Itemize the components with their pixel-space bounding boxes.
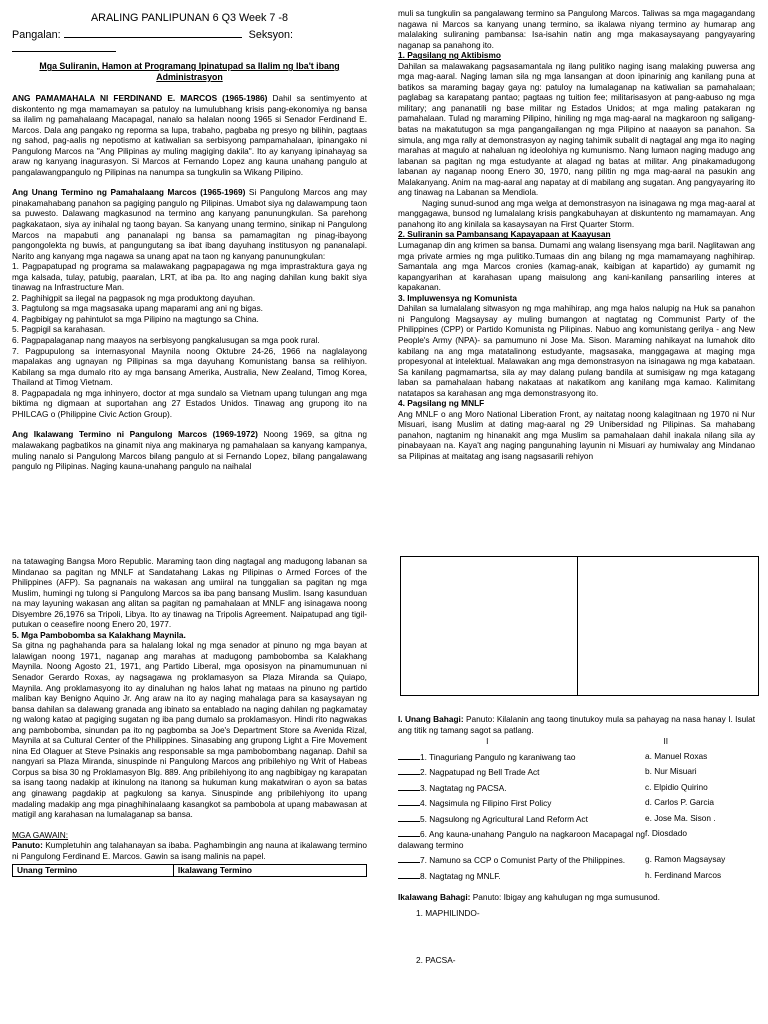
heading-peace-order: 2. Suliranin sa Pambansang Kapayapaan at Kaayusan	[398, 229, 611, 240]
column-ii-label: II	[663, 736, 669, 747]
column-i-label: I	[486, 736, 489, 747]
matching-item: 1. Tinaguriang Pangulo ng karaniwang tao a. Manuel Roxas	[398, 751, 755, 763]
list-item: 2. Paghihigpit sa ilegal na pagpasok ng mga produktong dayuhan.	[12, 292, 256, 303]
paragraph-bangsa-moro: na tatawaging Bangsa Moro Republic. Maraming taon ding nagtagal ang madugong labanan sa Mindanao sa pagitan ng MNLF at Sandatahang Lakas ng Pilipinas o Armed Forces of the Philippines (AFP). Sa pagnanais na wakasan ang umiiral na tunggalian sa pagitan ng mga Muslim, humingi ng tulong si Pangulong Marcos sa iba pang bansang Muslim. Isang kasunduan na may layuning wakasan ang alitan sa pagitan ng pamahalaan at MNLF ang isinagawa noong Disyembre 26,1976 sa Tripoli, Libya. Ito ay tinawag na Tripolis Agreement. Naipatupad ang tigil-putukan o ceasefire noong Enero 20, 1977.	[12, 556, 367, 630]
lesson-subtitle: Mga Suliranin, Hamon at Programang Ipinatupad sa Ilalim ng Iba't ibang Administrasyon	[39, 61, 340, 82]
table-header-first-term: Unang Termino	[13, 865, 174, 877]
list-item: 6. Pagpapalaganap nang maayos na serbisyong pangkalusugan sa mga pook rural.	[12, 335, 320, 346]
answer-blank[interactable]	[398, 751, 420, 760]
term-item-pacsa: 2. PACSA-	[416, 954, 456, 965]
column-3	[12, 556, 367, 877]
part1-instructions: I. Unang Bahagi: Panuto: Kilalanin ang taong tinutukoy mula sa pahayag na nasa hanay I. Isulat ang titik ng tamang sagot sa patlang.	[398, 714, 755, 735]
image-placeholder-box	[400, 556, 759, 696]
activities-title: MGA GAWAIN:	[12, 829, 69, 840]
paragraph-continuation: muli sa tungkulin sa pangalawang termino sa Pangulong Marcos. Taliwas sa mga magagandang nagawa ni Marcos sa kanyang unang termino, sa ikalawa niyang termino ay humarap ang malalaking suliraning pambansa: Isa-isahin natin ang mga makasaysayang pangyayaring naganap sa panahong ito.	[398, 8, 755, 50]
answer-blank[interactable]	[398, 854, 420, 863]
matching-item: 7. Namuno sa CCP o Comunist Party of the Philippines. g. Ramon Magsaysay	[398, 854, 755, 866]
paragraph-activism: Dahilan sa malawakang pagsasamantala ng ilang pulitiko naging isang malaking puwersa ang mga mag-aaral. Naging laman sila ng mga lansangan at doon ipinarinig ang kanilang puna at batikos sa maraming bagay gaya ng: patuloy na lumalaganap na katiwalian sa pamahalaan; paglabag sa karapatang pantao; pagtaas ng tuition fee; militarisasyon at pang-aabuso ng mga military; ang pananatili ng base militar ng Estados Unidos; at mga maling patakaran ng pamahalaan. Tulad ng maraming Pilipino, hiniling ng mga mag-aaral na magkaroon ng saligang-batas na makatutugon sa mga pangangailangan ng mga Pilipino at naaayon sa panahon. Sa simula, ang mga rally at demonstrasyon ay naging tahimik subalit di nagtagal ang mga ito naging marahas at magulo at nahaluan ng ideolohiya ng kumunismo. Nang lumaon naging madugo ang labanan sa pagitan ng mga estudyante at alagad ng batas at militar. Ang pinakamadugong labanan ay naganap noong Enero 30, 1970, nang pilitin ng mga mag-aaral na pasukin ang Malakanyang. Anim na mag-aaral ang napatay at di mabilang ang sugatan. Ang pangyayaring ito ang tinawag na Labanan sa Mendiola.	[398, 60, 755, 198]
answer-blank[interactable]	[398, 828, 420, 837]
answer-blank[interactable]	[398, 782, 420, 791]
matching-item: 2. Nagpatupad ng Bell Trade Act b. Nur Misuari	[398, 766, 755, 778]
paragraph-first-term: Ang Unang Termino ng Pamahalaang Marcos (1965-1969) Si Pangulong Marcos ang may pinakamahabang panahon sa pagiging pangulo ng Pilipinas. Umabot siya ng dalawampung taon sa puwesto. Dalawang magkasunod na termino ang kanyang panunungkulan. Sa parehong pagkakataon, siya ay inihalal ng taong bayan. Sa kanyang unang termino, sinikap ni Pangulong Marcos na mapabuti ang pananalapi ng bansa sa pamamagitan ng pinag-ibayong pangongolekta ng buwis, at pangungutang sa ibat ibang dayuhang institusyon ng pananalapi. Narito ang kanyang mga nagawa sa unang apat na taon ng kanyang panunungkulan:	[12, 187, 367, 261]
column-headings	[398, 736, 755, 747]
name-section-row	[12, 28, 367, 56]
matching-item: 5. Nagsulong ng Agricultural Land Reform Act e. Jose Ma. Sison .	[398, 813, 755, 825]
table-header-second-term: Ikalawang Termino	[173, 865, 366, 877]
list-item: 5. Pagpigil sa karahasan.	[12, 324, 106, 335]
matching-item: 6. Ang kauna-unahang Pangulo na nagkaroon Macapagal ng dalawang termino f. Diosdado	[398, 828, 687, 850]
section-label: Seksyon:	[248, 29, 294, 41]
heading-communist: 3. Impluwensya ng Komunista	[398, 292, 517, 303]
paragraph-bombings: Sa gitna ng paghahanda para sa halalang lokal ng mga senador at pinuno ng mga bayan at lalawigan noong 1971, naganap ang marahas at madugong pambobomba sa Kalakhang Maynila. Noong Agosto 21, 1971, ang Partido Liberal, mga oposisyon na pinamumunuan ni Senador Gerardo Roxas, ay nagsagawa ng proklamasyon sa Plaza Miranda sa Quiapo, Maynila. Ang proklamasyong ito ay dinaluhan ng halos lahat ng mataas na pinuno ng partido maliban kay Benigno Aquino Jr. Ang araw na ito ay naging mahalaga para sa kasaysayan ng bansa dahilan sa dalawang granada ang ibinato sa entablado na naging dahilan ng pagkamatay ng walong katao at pagiging sugatan ng iba pang dumalo sa proklamasyon. Hindi rito nagwakas ang pambobomba, sinundan pa ito ng pagbomba sa Joe's Department Store sa Avenida Rizal, Maynila at sa Cultural Center of the Philippines. Sinasabing ang grupong Light a Fire Movement nina Ed Olaguer at Steve Psinakis ang responsable sa mga pambobombang naganap. Dahil sa nangyari sa Plaza Miranda, sinuspinde ni Pangulong Marcos ang pribilehiyo ng Writ of Habeas Corpus sa bisa 30 ng Proklamasyon Blg. 889. Ang pribilehiyong ito ang nagbibigay ng karapatan sa isang taong nadakip at ikinulong na itanong sa hukuman kung makatwiran o ayon sa batas ang ginawang pagdakip at pagkulong sa kanya. Sinuspinde ang pribilehiyong ito upang madaling madakip ang mga pinaghihinalaang kasangkot sa pambobola at upang mabawasan at matigil ang karahasan na lumalaganap sa bansa.	[12, 640, 367, 820]
column-4	[398, 714, 755, 965]
list-item: 7. Pagpupulong sa internasyonal Maynila noong Oktubre 24-26, 1966 na naglalayong mapalakas ang ugnayan ng Pilipinas sa mga dayuhang Komunistang bansa sa relihiyon. Kabilang sa mga dumalo rito ay mga bansang Amerika, Australia, New Zealand, Timog Korea, Thailand at Timog Vietnam.	[12, 345, 367, 388]
column-2	[398, 8, 755, 462]
answer-blank[interactable]	[398, 813, 420, 822]
paragraph-intro: ANG PAMAMAHALA NI FERDINAND E. MARCOS (1965-1986) Dahil sa sentimyento at diskontento ng mga mamamayan sa patuloy na lumulubhang krisis pang-ekonomiya ng bansa sa ilalim ng pamahalaang Macapagal, nanalo sa halalan noong 1965 si Senador Ferdinand E. Marcos. Dala ang pangako ng reporma sa lupa, trabaho, pagbaba ng presyo ng bilihin, pagtaas ng sahod, pag-aalis ng nepotismo at katiwalian sa serbisyong pampamahalaan, ipinangako ni Pangulong Marcos na "Ang Pilipinas ay muling magiging dakila". Ito ay kanyang ipinahayag sa araw ng kanyang inagurasyon. Si Marcos at Fernando Lopez ang kauna unahang pangulo at pangalawangpangulo ng Pilipinas na nanumpa sa tungkulin sa Wikang Pilipino.	[12, 93, 367, 177]
matching-item: 4. Nagsimula ng Filipino First Policy d. Carlos P. Garcia	[398, 797, 755, 809]
paragraph-second-term: Ang Ikalawang Termino ni Pangulong Marcos (1969-1972) Noong 1969, sa gitna ng malawakang pagbatikos na ginamit niya ang makinarya ng pamahalaan sa kanyang kampanya, muling nanalo si Pangulong Marcos bilang pangulo at si Fernando Lopez, bilang pangalawang pangulo ng Pilipinas. Naging kauna-unahang pangulo na naihalal	[12, 429, 367, 472]
answer-blank[interactable]	[398, 797, 420, 806]
term-comparison-table	[12, 864, 367, 877]
heading-bombings: 5. Mga Pambobomba sa Kalakhang Maynila.	[12, 629, 186, 640]
column-1	[12, 12, 367, 472]
section-field[interactable]	[12, 42, 116, 52]
activities-instructions: Panuto: Kumpletuhin ang talahanayan sa ibaba. Paghambingin ang nauna at ikalawang termino ni Pangulong Ferdinand E. Marcos. Gawin sa isang malinis na papel.	[12, 840, 367, 861]
paragraph-first-quarter-storm: Naging sunud-sunod ang mga welga at demonstrasyon na isinagawa ng mga mag-aaral at manggagawa, bunsod ng lumalalang krisis pangkabuhayan at diskuntento ng mamamayan. Ang panahong ito ang kinilala sa kasaysayan na First Quarter Storm.	[398, 197, 756, 229]
name-label: Pangalan:	[12, 29, 61, 41]
list-item: 4. Pagbibigay ng pahintulot sa mga Pilipino na magtungo sa China.	[12, 313, 259, 324]
page-title: ARALING PANLIPUNAN 6 Q3 Week 7 -8	[90, 12, 288, 24]
answer-blank[interactable]	[398, 766, 420, 775]
paragraph-peace-order: Lumaganap din ang krimen sa bansa. Dumami ang walang lisensyang mga baril. Naglitawan ang mga private armies ng mga pulitiko.Tumaas din ang bilang ng mga mamamayang naghihirap. Samantala ang mga Marcos cronies (kamag-anak, kaibigan at kapartido) ay gumamit ng kapangyarihan at karahasan upang maisulong ang kani-kanilang pansariling interes at kapakanan.	[398, 240, 755, 293]
answer-blank[interactable]	[398, 870, 420, 879]
box-divider	[577, 557, 578, 695]
paragraph-mnlf: Ang MNLF o ang Moro National Liberation Front, ay naitatag noong kalagitnaan ng 1970 ni Nur Misuari, isang Muslim at dating mag-aaral ng 29 Unibersidad ng Pilipinas. Sa mahabang panahon, nagtanim ng hinanakit ang mga Muslim sa pamahalaan dahil inakala nilang sila ay pinabayaan na. Kaya't ang naging pangunahing layunin ni Misuari ay humiwalay ang Mindanao sa Pilipinas at maitatag ang isang nagsasarili rehiyon	[398, 408, 755, 461]
heading-mnlf: 4. Pagsilang ng MNLF	[398, 398, 485, 409]
list-item: 3. Pagtulong sa mga magsasaka upang maparami ang ani ng bigas.	[12, 303, 263, 314]
heading-activism: 1. Pagsilang ng Aktibismo	[398, 50, 501, 61]
list-item: 8. Pagpapadala ng mga inhinyero, doctor at mga sundalo sa Vietnam upang tulungan ang mga biktima ng digmaan at suportahan ang 27 Estados Unidos. Tinawag ang grupong ito na PHILCAG o (Philippine Civic Action Group).	[12, 387, 367, 419]
term-item-maphilindo: 1. MAPHILINDO-	[416, 908, 480, 919]
matching-item: 8. Nagtatag ng MNLF. h. Ferdinand Marcos	[398, 870, 755, 882]
paragraph-communist: Dahilan sa lumalalang sitwasyon ng mga mahihirap, ang mga halos nalupig na Huk sa panahon ni Pangulong Magsaysay ay muling bumangon at nagtatag ng Communist Party of the Philippines (CPP) or Partido Komunista ng Pilipinas. Nabuo ang komunistang gerilya - ang New People's Army (NPA)- sa pamumuno ni Jose Ma. Sison. Maraming nahikayat na lumahok dito kabilang na ang mga matatalinong estudyante, magsasaka, manggagawa at maging mga propesyonal at intelektual. Malawakan ang mga demonstrasyon na isinagawa ng mga kabataan. Sa kanilang pagmamartsa, sila ay may dalang pulang bandila at sumisigaw ng mga katagang laban sa pamahalaan habang nakataas at nakatikom ang kanilang mga kamao. Kalimitang natatapos sa karahasan ang mga demonstrasyong ito.	[398, 303, 755, 398]
list-item: 1. Pagpapatupad ng programa sa malawakang pagpapagawa ng mga imprastraktura gaya ng mga kalsada, tulay, patubig, paaralan, LRT, at iba pa. Ito ang naging dahilan kung bakit siya tinawag na Infrastructure Man.	[12, 261, 367, 293]
matching-item: 3. Nagtatag ng PACSA. c. Elpidio Quirino	[398, 782, 755, 794]
part2-instructions: Ikalawang Bahagi: Panuto: Ibigay ang kahulugan ng mga sumusunod.	[398, 891, 660, 902]
name-field[interactable]	[64, 28, 242, 38]
